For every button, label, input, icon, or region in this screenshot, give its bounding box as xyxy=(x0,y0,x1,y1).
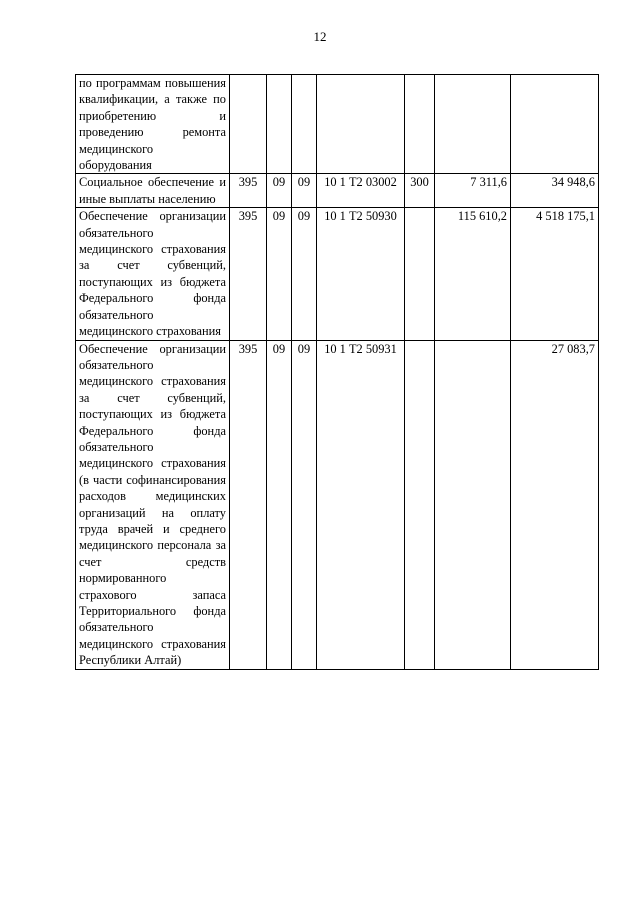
row-amount-2: 34 948,6 xyxy=(511,174,599,208)
row-target-article: 10 1 Т2 03002 xyxy=(317,174,405,208)
row-section: 09 xyxy=(267,174,292,208)
table-row xyxy=(76,174,599,208)
row-grbs: 395 xyxy=(230,208,267,340)
table-row xyxy=(76,340,599,669)
row-name: Социальное обеспечение и иные выплаты населению xyxy=(76,174,230,208)
row-grbs: 395 xyxy=(230,174,267,208)
row-grbs xyxy=(230,75,267,174)
row-amount-1: 7 311,6 xyxy=(435,174,511,208)
row-amount-2 xyxy=(511,75,599,174)
table-row xyxy=(76,75,599,174)
row-subsection: 09 xyxy=(292,174,317,208)
budget-table xyxy=(75,74,599,670)
row-expense-type xyxy=(405,208,435,340)
row-grbs: 395 xyxy=(230,340,267,669)
row-amount-1 xyxy=(435,75,511,174)
row-amount-2: 4 518 175,1 xyxy=(511,208,599,340)
row-name: Обеспечение организации обязательного медицинского страхования за счет субвенций, поступающих из бюджета Федерального фонда обязательного медицинского страхования (в части софинансирования расходов медицинских организаций на оплату труда врачей и среднего медицинского персонала за счет средств нормированного страхового запаса Территориального фонда обязательного медицинского страхования Республики Алтай) xyxy=(76,340,230,669)
row-subsection: 09 xyxy=(292,340,317,669)
row-subsection xyxy=(292,75,317,174)
row-target-article: 10 1 Т2 50930 xyxy=(317,208,405,340)
row-target-article xyxy=(317,75,405,174)
row-section: 09 xyxy=(267,340,292,669)
row-amount-2: 27 083,7 xyxy=(511,340,599,669)
row-subsection: 09 xyxy=(292,208,317,340)
row-name: Обеспечение организации обязательного медицинского страхования за счет субвенций, поступающих из бюджета Федерального фонда обязательного медицинского страхования xyxy=(76,208,230,340)
row-expense-type xyxy=(405,75,435,174)
row-section xyxy=(267,75,292,174)
row-target-article: 10 1 Т2 50931 xyxy=(317,340,405,669)
row-amount-1 xyxy=(435,340,511,669)
row-section: 09 xyxy=(267,208,292,340)
page-number: 12 xyxy=(313,29,327,44)
row-amount-1: 115 610,2 xyxy=(435,208,511,340)
row-expense-type xyxy=(405,340,435,669)
table-row xyxy=(76,208,599,340)
row-expense-type: 300 xyxy=(405,174,435,208)
row-name: по программам повышения квалификации, а также по приобретению и проведению ремонта медицинского оборудования xyxy=(76,75,230,174)
